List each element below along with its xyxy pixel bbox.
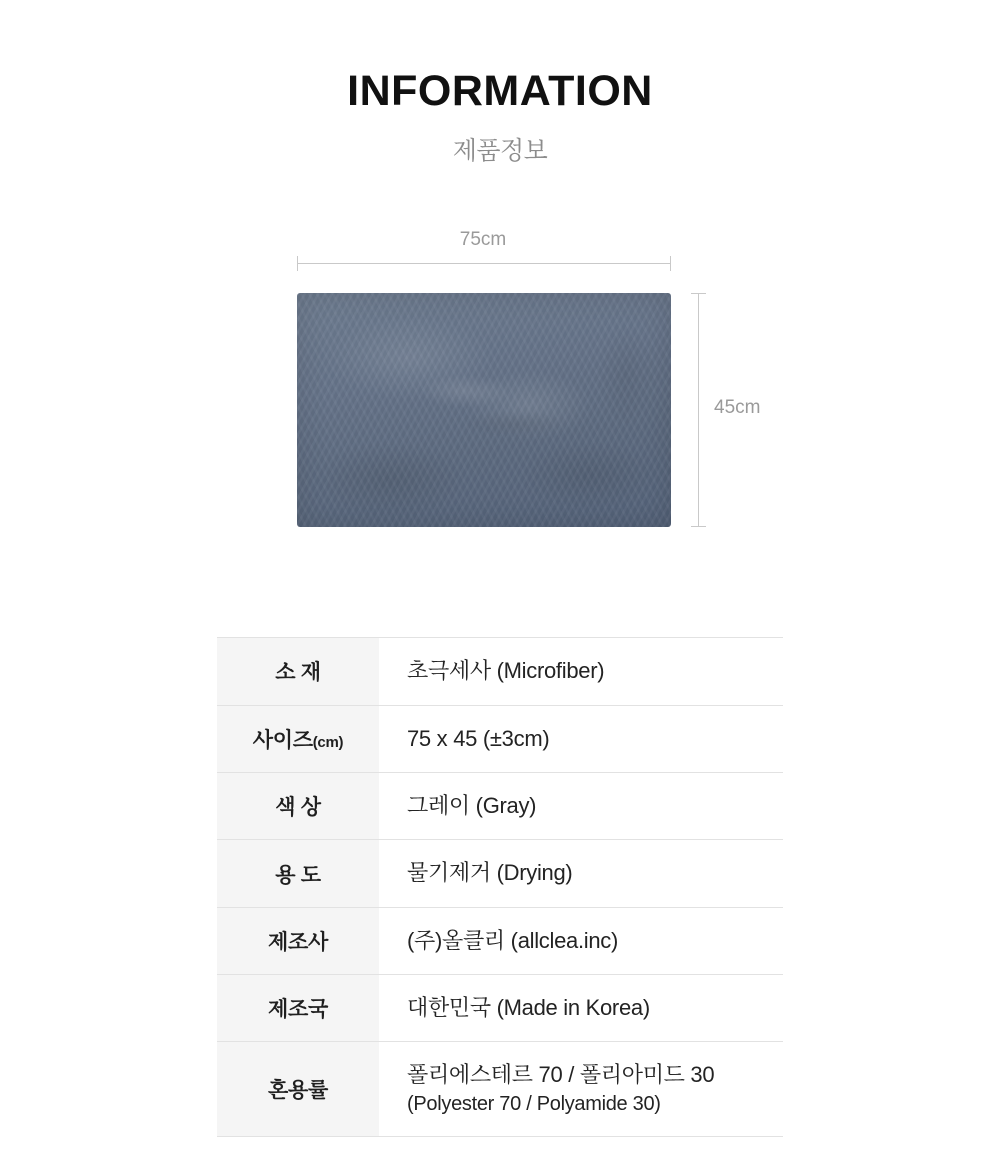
table-row — [217, 840, 783, 907]
page-title: INFORMATION — [347, 67, 653, 115]
spec-value-size: 75 x 45 (±3cm) — [407, 725, 550, 751]
spec-label-composition: 혼용률 — [217, 1042, 379, 1137]
width-measure-cap-left — [297, 256, 298, 271]
table-row — [217, 705, 783, 772]
table-row — [217, 1042, 783, 1137]
product-spec-table — [217, 637, 783, 1137]
height-measure-cap-top — [691, 293, 706, 294]
spec-value-usage: 물기제거 (Drying) — [407, 860, 573, 886]
spec-label-material: 소 재 — [217, 638, 379, 705]
spec-label-usage: 용 도 — [217, 840, 379, 907]
spec-value-composition-en: (Polyester 70 / Polyamide 30) — [407, 1092, 661, 1115]
spec-label-origin: 제조국 — [217, 975, 379, 1042]
spec-value-material: 초극세사 (Microfiber) — [407, 658, 605, 684]
table-row — [217, 907, 783, 974]
spec-label-color: 색 상 — [217, 773, 379, 840]
product-image-towel — [297, 293, 671, 527]
spec-label-size-unit: (cm) — [312, 733, 344, 751]
height-measure-label: 45cm — [714, 397, 761, 419]
spec-value-manufacturer: (주)올클리 (allclea.inc) — [407, 927, 619, 953]
spec-value-composition: 폴리에스테르 70 / 폴리아미드 30 (Polyester 70 / Polyamide 30) — [379, 1042, 783, 1137]
table-row — [217, 638, 783, 705]
width-measure-cap-right — [670, 256, 671, 271]
spec-value-origin: 대한민국 (Made in Korea) — [407, 995, 650, 1021]
table-row — [217, 773, 783, 840]
height-measure-cap-bottom — [691, 526, 706, 527]
height-measure-line — [698, 293, 699, 526]
product-diagram — [0, 229, 1000, 569]
spec-label-size: 사이즈(cm) — [217, 705, 379, 772]
table-row — [217, 975, 783, 1042]
page-subtitle: 제품정보 — [452, 137, 548, 166]
spec-label-manufacturer: 제조사 — [217, 907, 379, 974]
width-measure-line — [297, 263, 670, 264]
page-header — [0, 0, 1000, 167]
spec-value-color: 그레이 (Gray) — [407, 793, 537, 819]
width-measure-label: 75cm — [459, 229, 507, 251]
